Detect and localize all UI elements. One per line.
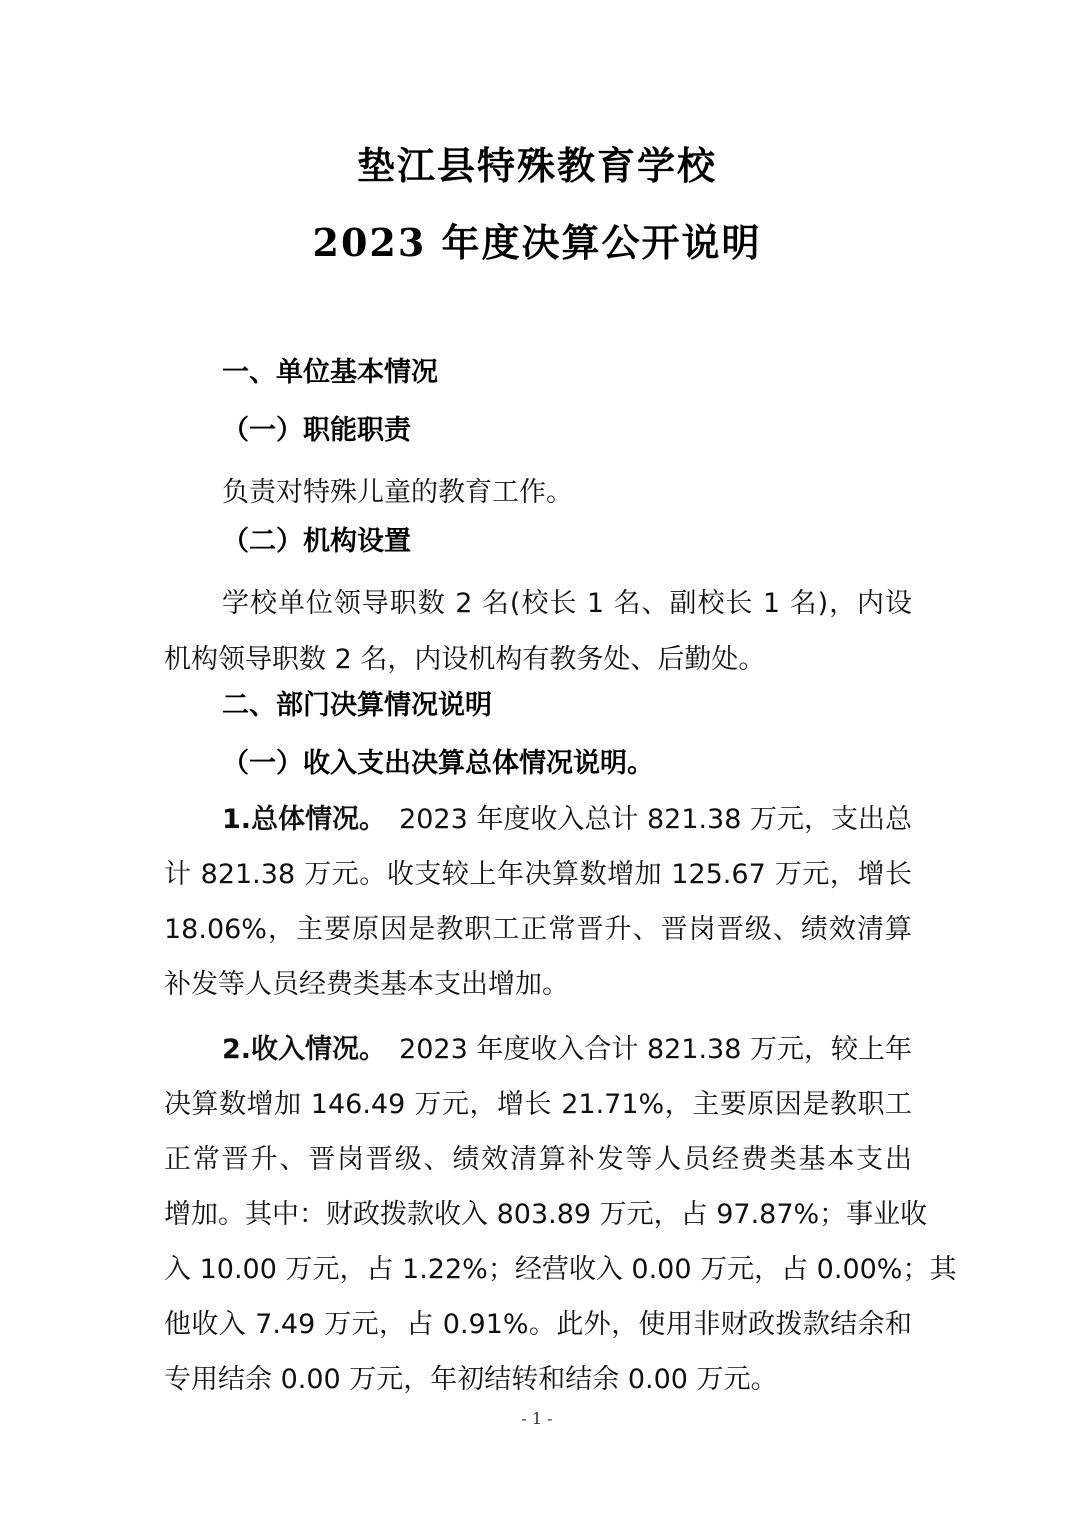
section-heading-final-accounts: 二、部门决算情况说明: [222, 690, 492, 721]
overall-lead: 1.总体情况。: [222, 804, 387, 835]
page-number: - 1 -: [521, 1409, 553, 1428]
paragraph-income-line-3: 正常晋升、晋岗晋级、绩效清算补发等人员经费类基本支出: [164, 1144, 912, 1175]
paragraph-organization-line-1: 学校单位领导职数 2 名(校长 1 名、副校长 1 名)，内设: [222, 588, 912, 619]
paragraph-income-line-2: 决算数增加 146.49 万元，增长 21.71%，主要原因是教职工: [164, 1089, 912, 1120]
paragraph-income-line-6: 他收入 7.49 万元，占 0.91%。此外，使用非财政拨款结余和: [164, 1309, 912, 1340]
document-title-line-1: 垫江县特殊教育学校: [356, 143, 717, 188]
subsection-heading-duties: （一）职能职责: [222, 415, 411, 446]
income-lead: 2.收入情况。: [222, 1034, 387, 1065]
subsection-heading-income-expense-overview: （一）收入支出决算总体情况说明。: [222, 748, 654, 779]
paragraph-overall-line-1: [222, 797, 912, 836]
paragraph-overall-line-4: 补发等人员经费类基本支出增加。: [164, 969, 569, 1000]
paragraph-overall-line-3: 18.06%，主要原因是教职工正常晋升、晋岗晋级、绩效清算: [164, 914, 912, 945]
overall-line-1-text: 2023 年度收入总计 821.38 万元，支出总: [399, 804, 912, 835]
section-heading-unit-basics: 一、单位基本情况: [222, 357, 438, 388]
subsection-heading-organization: （二）机构设置: [222, 526, 411, 557]
paragraph-duties: 负责对特殊儿童的教育工作。: [222, 477, 573, 508]
paragraph-overall-line-2: 计 821.38 万元。收支较上年决算数增加 125.67 万元，增长: [164, 859, 912, 890]
document-title-line-2: 2023 年度决算公开说明: [312, 220, 762, 265]
paragraph-income-line-5: 入 10.00 万元，占 1.22%；经营收入 0.00 万元，占 0.00%；其: [164, 1254, 957, 1285]
income-line-1-text: 2023 年度收入合计 821.38 万元，较上年: [399, 1034, 912, 1065]
paragraph-income-line-7: 专用结余 0.00 万元，年初结转和结余 0.00 万元。: [164, 1364, 778, 1395]
paragraph-income-line-1: [222, 1027, 912, 1066]
paragraph-income-line-4: 增加。其中：财政拨款收入 803.89 万元，占 97.87%；事业收: [164, 1199, 928, 1230]
paragraph-organization-line-2: 机构领导职数 2 名，内设机构有教务处、后勤处。: [164, 644, 766, 675]
